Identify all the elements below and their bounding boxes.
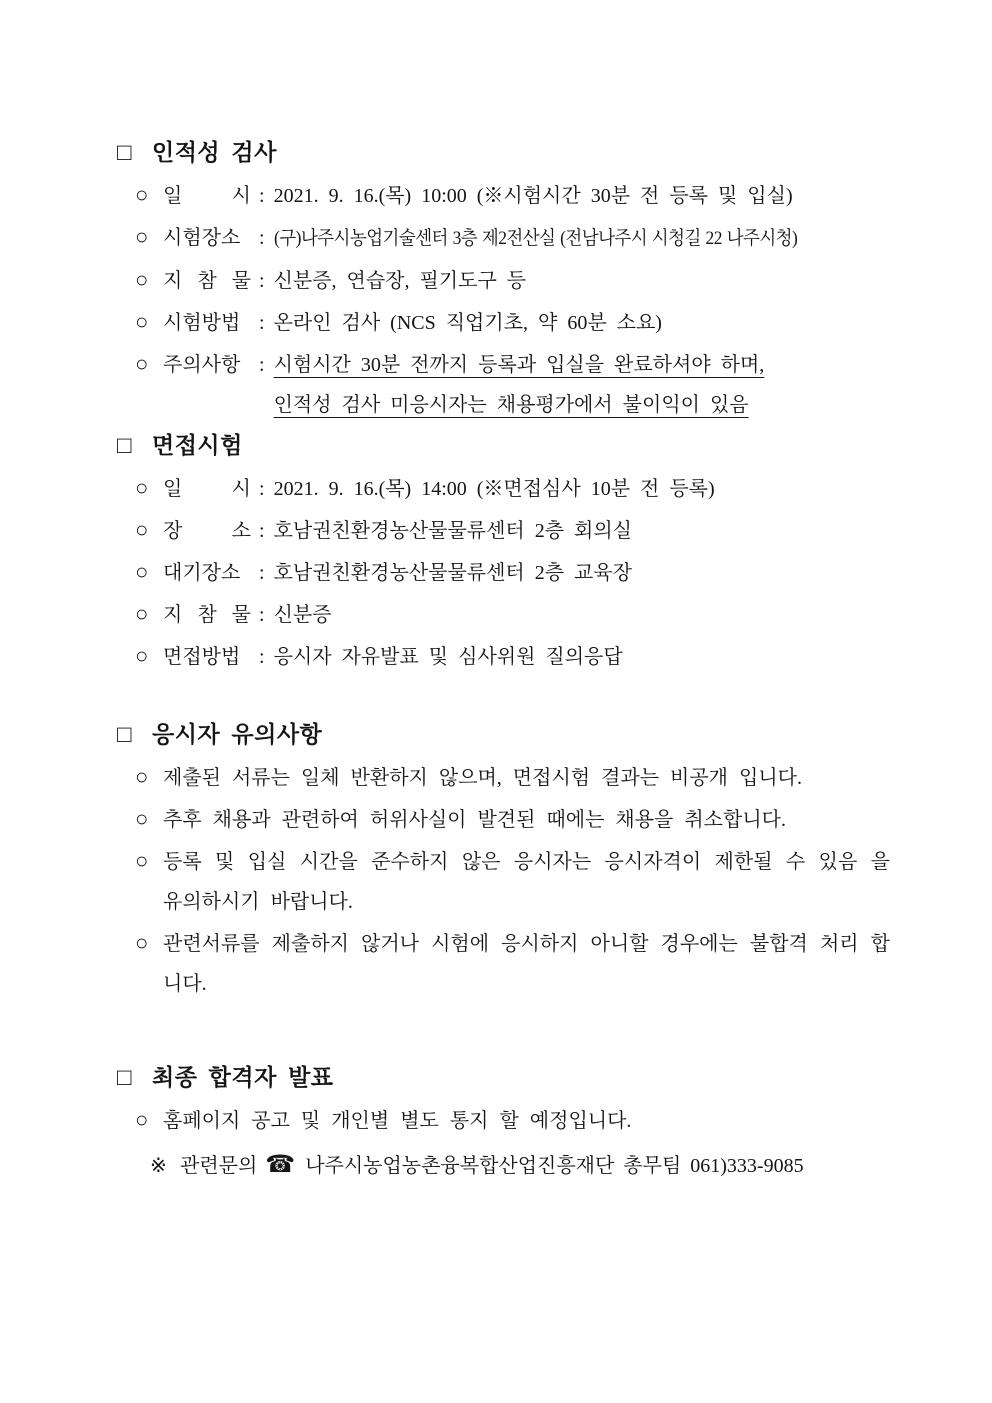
square-bullet-icon: □: [117, 433, 132, 459]
field-value: 호남권친환경농산물물류센터 2층 회의실: [273, 520, 633, 542]
square-bullet-icon: □: [117, 1065, 132, 1091]
field-row: [117, 260, 890, 301]
field-row: [117, 552, 890, 593]
bullet-text: 제출된 서류는 일체 반환하지 않으며, 면접시험 결과는 비공개 입니다.: [163, 767, 802, 789]
field-colon: :: [259, 604, 265, 626]
section-title: 면접시험: [152, 433, 243, 458]
field-value: 신분증: [273, 604, 332, 626]
field-label: 시험장소: [163, 227, 241, 249]
phone-icon: ☎: [265, 1152, 296, 1178]
contact-note: [117, 1145, 890, 1186]
section-heading: [117, 133, 890, 173]
section-aptitude-test: [117, 133, 890, 425]
circle-bullet-icon: ○: [135, 475, 149, 500]
square-bullet-icon: □: [117, 722, 132, 748]
field-row: [117, 175, 890, 216]
field-colon: :: [259, 270, 265, 292]
circle-bullet-icon: ○: [135, 806, 149, 831]
field-row: [117, 217, 890, 259]
section-interview-exam: [117, 426, 890, 677]
field-row: [117, 468, 890, 509]
section-title: 응시자 유의사항: [152, 722, 323, 747]
field-value: 2021. 9. 16.(목) 10:00 (※시험시간 30분 전 등록 및 입실): [273, 185, 793, 207]
field-value: 온라인 검사 (NCS 직업기초, 약 60분 소요): [273, 312, 662, 334]
bullet-row: [117, 1100, 890, 1141]
field-colon: :: [259, 646, 265, 668]
field-colon: :: [259, 312, 265, 334]
field-label: 일 시: [163, 185, 251, 207]
bullet-row: [117, 799, 890, 840]
field-colon: :: [259, 520, 265, 542]
field-colon: :: [259, 227, 265, 249]
bullet-row: [117, 841, 890, 922]
caution-line: 인적성 검사 미응시자는 채용평가에서 불이익이 있음: [273, 394, 749, 416]
field-colon: :: [259, 562, 265, 584]
field-label: 대기장소: [163, 562, 241, 584]
section-title: 최종 합격자 발표: [152, 1065, 334, 1090]
circle-bullet-icon: ○: [135, 351, 149, 376]
circle-bullet-icon: ○: [135, 848, 149, 873]
bullet-text: 등록 및 입실 시간을 준수하지 않은 응시자는 응시자격이 제한될 수 있음 을 유의하시기 바랍니다.: [163, 851, 890, 913]
bullet-row: [117, 923, 890, 1004]
circle-bullet-icon: ○: [135, 309, 149, 334]
bullet-text: 관련서류를 제출하지 않거나 시험에 응시하지 아니할 경우에는 불합격 처리 합니다.: [163, 933, 890, 995]
field-row: [117, 636, 890, 677]
bullet-row: [117, 757, 890, 798]
caution-line: 시험시간 30분 전까지 등록과 입실을 완료하셔야 하며,: [273, 354, 765, 376]
field-label: 주의사항: [163, 354, 241, 376]
circle-bullet-icon: ○: [135, 1107, 149, 1132]
field-label: 지 참 물: [163, 604, 251, 626]
field-label: 지 참 물: [163, 270, 251, 292]
bullet-text: 홈페이지 공고 및 개인별 별도 통지 할 예정입니다.: [163, 1110, 632, 1132]
field-row: [117, 510, 890, 551]
section-heading: [117, 426, 890, 466]
field-colon: :: [259, 185, 265, 207]
section-heading: [117, 715, 890, 755]
field-colon: :: [259, 478, 265, 500]
bullet-text: 추후 채용과 관련하여 허위사실이 발견된 때에는 채용을 취소합니다.: [163, 809, 786, 831]
section-final-results: [117, 1058, 890, 1186]
reference-mark-icon: ※: [150, 1155, 167, 1177]
field-row: [117, 344, 890, 425]
circle-bullet-icon: ○: [135, 559, 149, 584]
field-row: [117, 302, 890, 343]
contact-label: 관련문의: [180, 1155, 258, 1177]
field-label: 일 시: [163, 478, 251, 500]
circle-bullet-icon: ○: [135, 601, 149, 626]
field-label: 시험방법: [163, 312, 241, 334]
field-value: [274, 345, 890, 425]
circle-bullet-icon: ○: [135, 267, 149, 292]
field-value: 신분증, 연습장, 필기도구 등: [273, 270, 527, 292]
circle-bullet-icon: ○: [135, 517, 149, 542]
section-heading: [117, 1058, 890, 1098]
circle-bullet-icon: ○: [135, 182, 149, 207]
field-row: [117, 594, 890, 635]
contact-text: 나주시농업농촌융복합산업진흥재단 총무팀 061)333-9085: [305, 1155, 804, 1177]
section-applicant-notes: [117, 715, 890, 1004]
field-label: 장 소: [163, 520, 251, 542]
field-value: (구)나주시농업기술센터 3층 제2전산실 (전남나주시 시청길 22 나주시청): [273, 228, 797, 249]
circle-bullet-icon: ○: [135, 930, 149, 955]
section-title: 인적성 검사: [152, 140, 277, 165]
field-value: 호남권친환경농산물물류센터 2층 교육장: [273, 562, 633, 584]
field-value: 2021. 9. 16.(목) 14:00 (※면접심사 10분 전 등록): [273, 478, 715, 500]
square-bullet-icon: □: [117, 140, 132, 166]
circle-bullet-icon: ○: [135, 224, 149, 249]
circle-bullet-icon: ○: [135, 643, 149, 668]
field-colon: :: [259, 354, 265, 376]
field-label: 면접방법: [163, 646, 241, 668]
circle-bullet-icon: ○: [135, 764, 149, 789]
field-value: 응시자 자유발표 및 심사위원 질의응답: [273, 646, 623, 668]
